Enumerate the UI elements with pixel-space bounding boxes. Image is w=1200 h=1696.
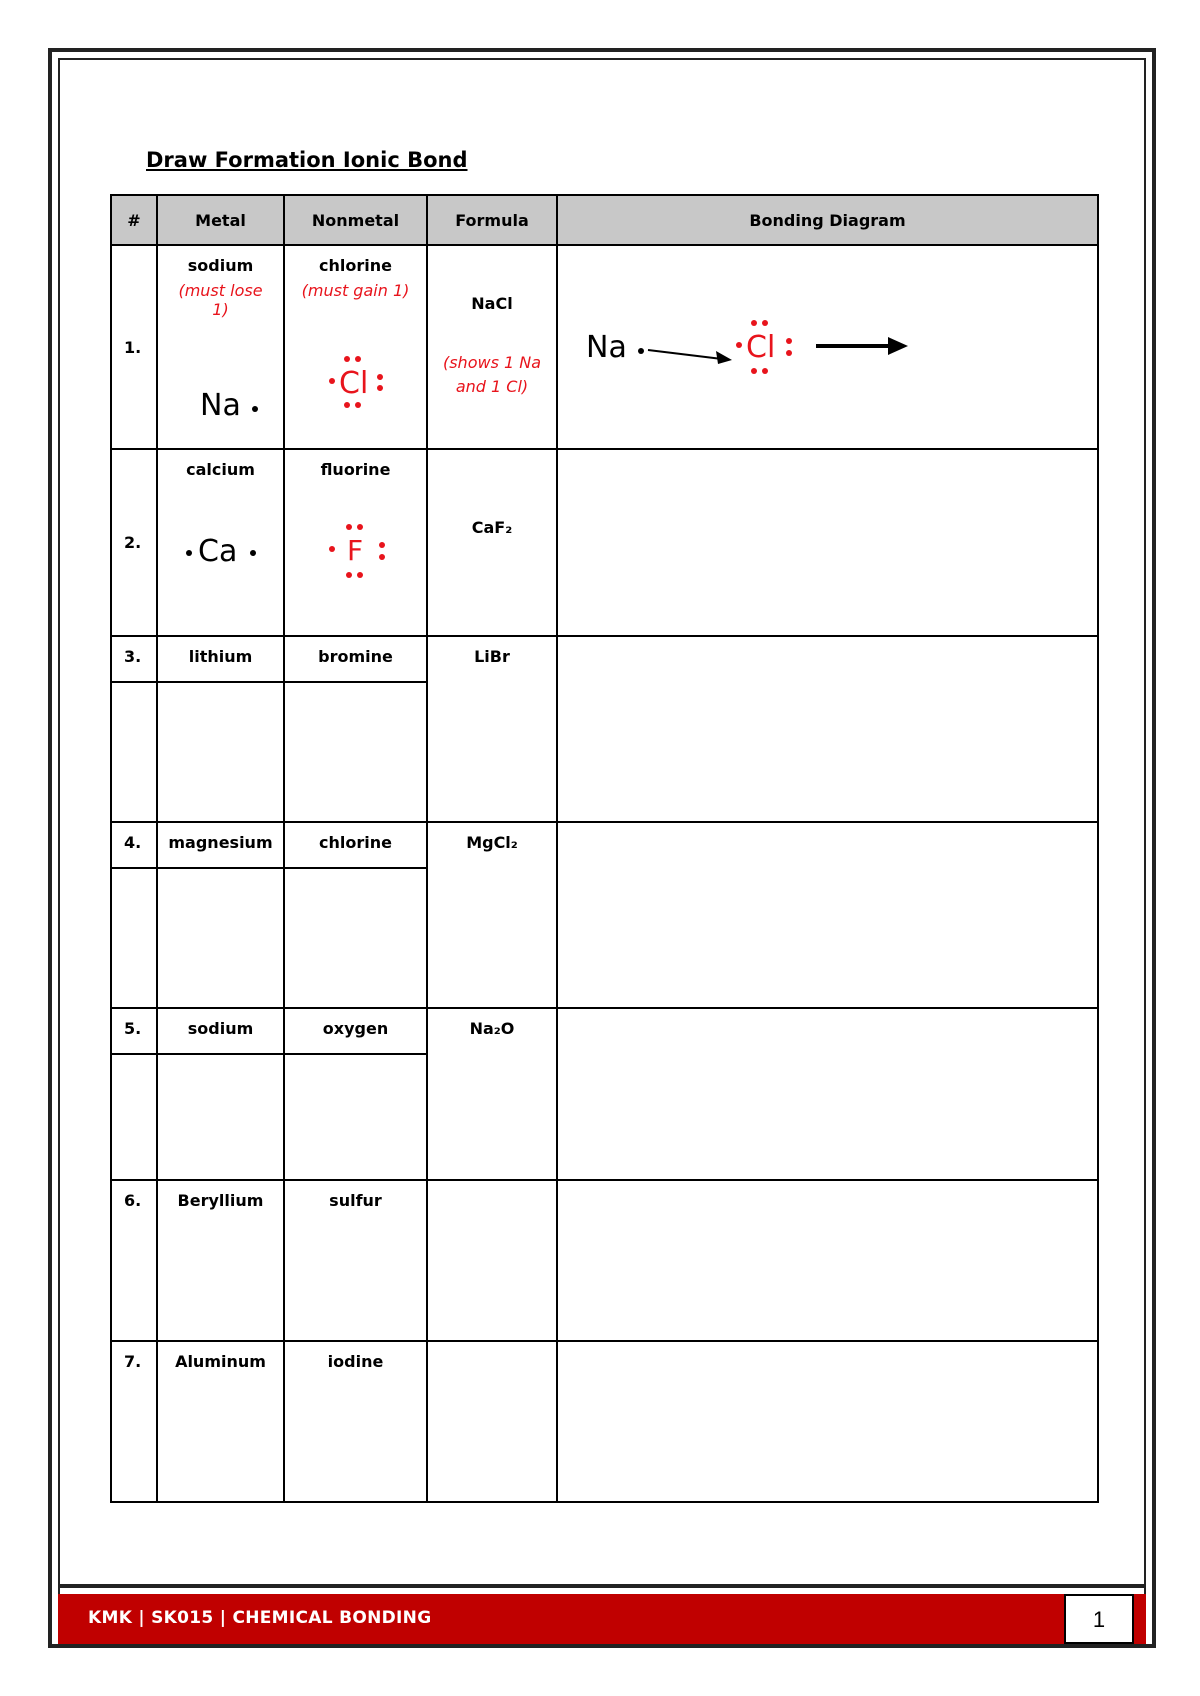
- formula-cell[interactable]: [427, 1180, 557, 1341]
- nonmetal-name: sulfur: [284, 1180, 427, 1341]
- nonmetal-note: (must gain 1): [301, 281, 410, 300]
- formula-text: MgCl₂: [427, 822, 557, 1008]
- bonding-diagram-cell: [557, 245, 1098, 449]
- nonmetal-cell: [284, 449, 427, 636]
- row-number: 1.: [111, 245, 157, 449]
- cl-lewis-symbol: Cl: [732, 318, 802, 382]
- cl-lewis-symbol: Cl: [325, 354, 389, 410]
- bonding-diagram-cell[interactable]: [557, 1180, 1098, 1341]
- metal-name: Beryllium: [157, 1180, 284, 1341]
- na-lewis-symbol: Na: [200, 388, 241, 423]
- metal-answer-cell[interactable]: [157, 1054, 284, 1180]
- row-number-blank: [111, 868, 157, 1008]
- metal-name: calcium: [186, 460, 255, 479]
- nonmetal-name: chlorine: [319, 256, 392, 275]
- table-row: [111, 636, 1098, 682]
- row-number: 4.: [111, 822, 157, 868]
- metal-name: Aluminum: [157, 1341, 284, 1502]
- page-number: 1: [1064, 1594, 1134, 1644]
- table-row: [111, 1008, 1098, 1054]
- nonmetal-name: fluorine: [320, 460, 391, 479]
- row-number: 6.: [111, 1180, 157, 1341]
- electron-transfer-arrow: [646, 342, 736, 366]
- row-number: 3.: [111, 636, 157, 682]
- metal-cell: [157, 449, 284, 636]
- table-header-row: [111, 195, 1098, 245]
- header-diagram: Bonding Diagram: [557, 195, 1098, 245]
- metal-name: lithium: [157, 636, 284, 682]
- bonding-diagram-cell[interactable]: [557, 1341, 1098, 1502]
- table-row: [111, 1341, 1098, 1502]
- formula-text: Na₂O: [427, 1008, 557, 1180]
- header-formula: Formula: [427, 195, 557, 245]
- nonmetal-name: chlorine: [284, 822, 427, 868]
- formula-text: CaF₂: [471, 518, 513, 537]
- formula-text: NaCl: [471, 294, 513, 313]
- table-row: [111, 1180, 1098, 1341]
- metal-name: magnesium: [157, 822, 284, 868]
- metal-note: (must lose 1): [178, 281, 263, 319]
- ca-lewis-symbol: Ca: [186, 532, 266, 572]
- bonding-diagram-cell[interactable]: [557, 449, 1098, 636]
- metal-answer-cell[interactable]: [157, 868, 284, 1008]
- header-num: #: [111, 195, 157, 245]
- formula-cell: [427, 245, 557, 449]
- bonding-diagram-cell[interactable]: [557, 1008, 1098, 1180]
- worksheet-title: Draw Formation Ionic Bond: [146, 148, 468, 172]
- table-row: [111, 822, 1098, 868]
- bonding-diagram-cell[interactable]: [557, 822, 1098, 1008]
- formula-cell[interactable]: [427, 1341, 557, 1502]
- row-number: 2.: [111, 449, 157, 636]
- table-row: [111, 245, 1098, 449]
- header-nonmetal: Nonmetal: [284, 195, 427, 245]
- metal-name: sodium: [187, 256, 254, 275]
- formula-cell: [427, 449, 557, 636]
- footer-bar: [58, 1594, 1146, 1644]
- table-row: [111, 449, 1098, 636]
- nonmetal-name: oxygen: [284, 1008, 427, 1054]
- row-number-blank: [111, 682, 157, 822]
- row-number-blank: [111, 1054, 157, 1180]
- na-cl-diagram: Na Cl: [586, 318, 886, 382]
- nonmetal-answer-cell[interactable]: [284, 682, 427, 822]
- nonmetal-name: iodine: [284, 1341, 427, 1502]
- bonding-diagram-cell[interactable]: [557, 636, 1098, 822]
- header-metal: Metal: [157, 195, 284, 245]
- metal-name: sodium: [157, 1008, 284, 1054]
- nonmetal-answer-cell[interactable]: [284, 1054, 427, 1180]
- row-number: 5.: [111, 1008, 157, 1054]
- ionic-bond-table: [110, 194, 1099, 1503]
- f-lewis-symbol: F: [325, 522, 389, 582]
- formula-text: LiBr: [427, 636, 557, 822]
- footer-divider: [58, 1584, 1146, 1588]
- row-number: 7.: [111, 1341, 157, 1502]
- nonmetal-answer-cell[interactable]: [284, 868, 427, 1008]
- metal-answer-cell[interactable]: [157, 682, 284, 822]
- nonmetal-cell: [284, 245, 427, 449]
- metal-cell: [157, 245, 284, 449]
- footer-text: KMK | SK015 | CHEMICAL BONDING: [88, 1608, 432, 1628]
- product-arrow: [814, 334, 914, 358]
- formula-note: (shows 1 Na and 1 Cl): [442, 353, 542, 396]
- nonmetal-name: bromine: [284, 636, 427, 682]
